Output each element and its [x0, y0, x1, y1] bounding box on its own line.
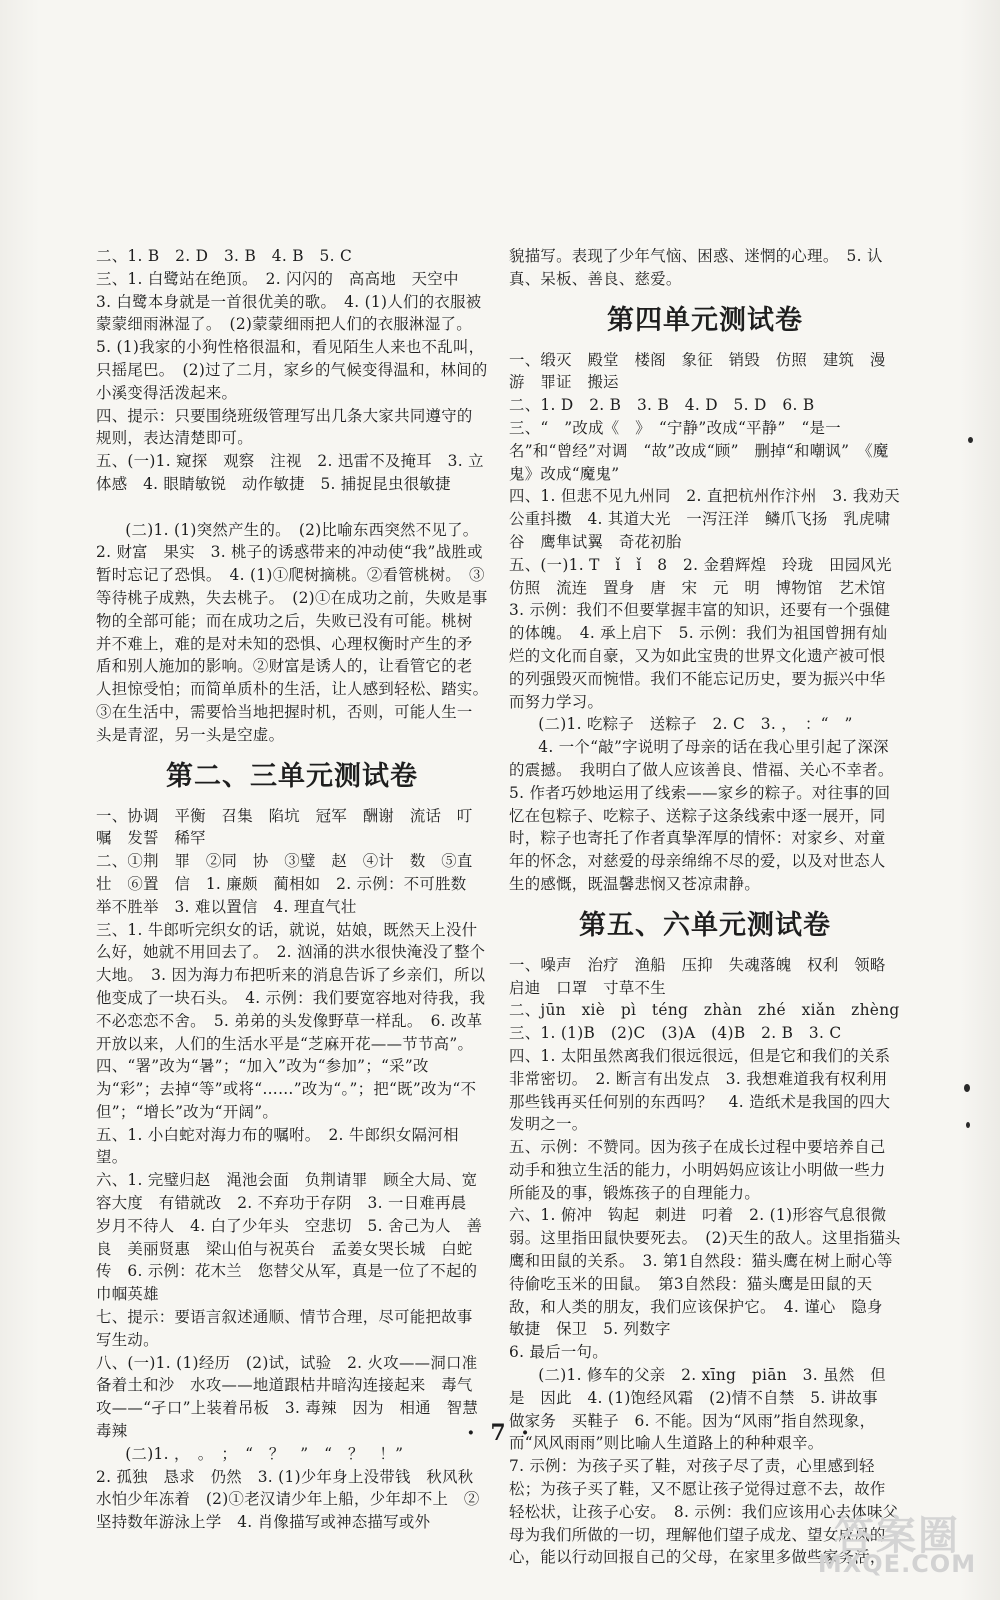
- left-column: [96, 245, 497, 1534]
- left-answer-paragraph: 七、提示：要语言叙述通顺、情节合理，尽可能把故事写生动。: [96, 1308, 473, 1349]
- watermark-url: MXQE.COM: [817, 1550, 977, 1578]
- section-title: 第四单元测试卷: [607, 304, 803, 336]
- left-answer-paragraph: 四、“署”改为“暑”；“加入”改为“参加”；“采”改为“彩”；去掉“等”或将“……”改为“。”；把“既”改为“不但”；“增长”改为“开阔”。: [96, 1057, 477, 1121]
- right-answer-paragraph: 三、1. (1)B (2)C (3)A (4)B 2. B 3. C: [509, 1024, 842, 1043]
- right-answer-paragraph: 五、(一)1. T ǐ ǐ 8 2. 金碧辉煌 玲珑 田园风光 仿照 流连 置身 唐 宋 元 明 博物馆 艺术馆 3. 示例：我们不但要掌握丰富的知识，还要有一个强健的体魄。 4. 承上启下 5. 示例：我们为祖国曾拥有灿烂的文化而自豪，又为如此宝贵的世界文化遗产被可恨的列强毁灭而惋惜。我们不能忘记历史，要为振兴中华而努力学习。: [509, 555, 908, 711]
- scan-speck: [964, 1084, 970, 1092]
- right-answer-paragraph: 4. 一个“敲”字说明了母亲的话在我心里引起了深深的震撼。 我明白了做人应该善良、惜福、关心不幸者。 5. 作者巧妙地运用了线索——家乡的粽子。对往事的回忆在包粽子、吃粽子、送粽子这条线索中逐一展开，同时，粽子也寄托了作者真挚浑厚的情怀：对家乡、对童年的怀念，对慈爱的母亲绵绵不尽的爱，以及对世态人生的感慨，既温馨悲悯又苍凉肃静。: [509, 738, 902, 893]
- left-answer-paragraph: 二、①荆 罪 ②同 协 ③璧 赵 ④计 数 ⑤直 壮 ⑥置 信 1. 廉颇 蔺相如 2. 示例：不可胜数 举不胜举 3. 难以置信 4. 理直气壮: [96, 852, 489, 916]
- left-answer-paragraph: 二、1. B 2. D 3. B 4. B 5. C: [96, 247, 353, 265]
- right-answer-paragraph: (二)1. 修车的父亲 2. xīng piān 3. 虽然 但是 因此 4. (1)饱经风霜 (2)情不自禁 5. 讲故事 做家务 买鞋子 6. 不能。因为“风雨”指自然现象，而“风风雨雨”则比喻人生道路上的种种艰辛。: [509, 1366, 894, 1453]
- left-answer-paragraph: (二)1. (1)突然产生的。 (2)比喻东西突然不见了。 2. 财富 果实 3. 桃子的诱惑带来的冲动使“我”战胜或暂时忘记了恐惧。 4. (1)①爬树摘桃。②看管桃树。 ③等待桃子成熟，失去桃子。 (2)①在成功之前，失败是事物的全部可能；而在成功之后，失败已没有可能。桃树并不难上，难的是对未知的恐惧、心理权衡时产生的矛盾和别人施加的影响。②财富是诱人的，让看管它的老人担惊受怕；而简单质朴的生活，让人感到轻松、踏实。 ③在生活中，需要恰当地把握时机，否则，可能人生一头是青涩，另一头是空虚。: [96, 520, 497, 744]
- left-answer-paragraph: 三、1. 白鹭站在绝顶。 2. 闪闪的 高高地 天空中 3. 白鹭本身就是一首很优美的歌。 4. (1)人们的衣服被蒙蒙细雨淋湿了。 (2)蒙蒙细雨把人们的衣服淋湿了。 5. (1)我家的小狗性格很温和，看见陌生人来也不乱叫，只摇尾巴。 (2)过了二月，家乡的气候变得温和，林间的小溪变得活泼起来。: [96, 269, 488, 402]
- right-answer-paragraph: 一、噪声 治疗 渔船 压抑 失魂落魄 权利 领略 启迪 口罩 寸草不生: [509, 955, 902, 997]
- page-number: · 7 ·: [467, 1420, 533, 1446]
- right-answer-paragraph: 貌描写。表现了少年气恼、困惑、迷惘的心理。 5. 认真、呆板、善良、慈爱。: [509, 247, 883, 288]
- section-title: 第五、六单元测试卷: [579, 909, 831, 941]
- left-answer-paragraph: 一、协调 平衡 召集 陷坑 冠军 酬谢 流话 叮嘱 发誓 稀罕: [96, 806, 473, 848]
- watermark-title: 答案圈: [834, 1513, 960, 1559]
- left-answer-paragraph: 三、1. 牛郎听完织女的话，就说，姑娘，既然天上没什么好，她就不用回去了。 2. 汹涌的洪水很快淹没了整个大地。 3. 因为海力布把听来的消息告诉了乡亲们，所以他变成了一块石头。 4. 示例：我们要宽容地对待我，我不必恋恋不舍。 5. 弟弟的头发像野草一样乱。 6. 改革开放以来，人们的生活水平是“芝麻开花——节节高”。: [96, 920, 486, 1053]
- left-answer-paragraph: 五、1. 小白蛇对海力布的嘱咐。 2. 牛郎织女隔河相望。: [96, 1125, 459, 1167]
- section-title: 第二、三单元测试卷: [166, 760, 418, 792]
- right-answer-paragraph: 四、1. 但悲不见九州同 2. 直把杭州作汴州 3. 我劝天公重抖擞 4. 其道大光 一泻汪洋 鳞爪飞扬 乳虎啸谷 鹰隼试翼 奇花初胎: [509, 487, 900, 551]
- right-answer-paragraph: 六、1. 俯冲 钩起 刺进 叼着 2. (1)形容气息很微弱。这里指田鼠快要死去。 (2)天生的敌人。这里指猫头鹰和田鼠的关系。 3. 第1自然段：猫头鹰在树上耐心等待偷吃玉米的田鼠。 第3自然段：猫头鹰是田鼠的天敌，和人类的朋友，我们应该保护它。 4. 谨心 隐身 敏捷 保卫 5. 列数字: [509, 1206, 901, 1339]
- left-answer-paragraph: 八、(一)1. (1)经历 (2)试，试验 2. 火攻——洞口准备着土和沙 水攻——地道跟枯井暗沟连接起来 毒气攻——“孑口”上装着吊板 3. 毒辣 因为 相通 智慧 毒辣: [96, 1353, 494, 1441]
- right-column: [509, 245, 908, 1569]
- right-answer-paragraph: 四、1. 太阳虽然离我们很远很远，但是它和我们的关系非常密切。 2. 断言有出发点 3. 我想难道我有权利用那些钱再买任何别的东西吗？ 4. 造纸术是我国的四大发明之一。: [509, 1046, 891, 1134]
- right-answer-paragraph: 五、示例：不赞同。因为孩子在成长过程中要培养自己动手和独立生活的能力，小明妈妈应该让小明做一些力所能及的事，锻炼孩子的自理能力。: [509, 1138, 886, 1202]
- left-answer-paragraph: 六、1. 完璧归赵 渑池会面 负荆请罪 顾全大局、宽容大度 有错就改 2. 不弃功于存阴 3. 一日难再晨 岁月不待人 4. 白了少年头 空悲切 5. 舍己为人 善良 美丽贤惠 梁山伯与祝英台 孟姜女哭长城 白蛇传 6. 示例：花木兰 您替父从军，真是一位了不起的巾帼英雄: [96, 1171, 483, 1304]
- right-answer-paragraph: 二、jūn xiè pì téng zhàn zhé xiǎn zhèng: [509, 1001, 900, 1020]
- left-answer-paragraph: (二)1. ， 。 ； “ ？ ” “ ？ ！”: [125, 1444, 404, 1463]
- scan-speck: [966, 1122, 970, 1128]
- right-answer-paragraph: 二、1. D 2. B 3. B 4. D 5. D 6. B: [509, 396, 815, 415]
- right-answer-paragraph: 6. 最后一句。: [509, 1343, 608, 1362]
- left-answer-paragraph: 四、提示：只要围绕班级管理写出几条大家共同遵守的规则，表达清楚即可。: [96, 406, 473, 448]
- left-answer-paragraph: 2. 孤独 恳求 仍然 3. (1)少年身上没带钱 秋风秋水怕少年冻着 (2)①老汉请少年上船，少年却不上 ②坚持数年游泳上学 4. 肖像描写或神态描写或外: [96, 1467, 480, 1532]
- right-answer-paragraph: 三、“ ”改成《 》 “宁静”改成“平静” “是一名”和“曾经”对调 “故”改成“顾” 删掉“和嘲讽” 《魔鬼》改成“魔鬼”: [509, 418, 889, 483]
- right-answer-paragraph: 一、缎灭 殿堂 楼阁 象征 销毁 仿照 建筑 漫游 罪证 搬运: [509, 350, 886, 392]
- scan-speck: [968, 437, 973, 443]
- watermark-logo: [812, 1504, 982, 1582]
- right-answer-paragraph: (二)1. 吃粽子 送粽子 2. C 3. ， ：“ ”: [538, 715, 853, 734]
- left-answer-paragraph: 五、(一)1. 窥探 观察 注视 2. 迅雷不及掩耳 3. 立体感 4. 眼睛敏锐 动作敏捷 5. 捕捉昆虫很敏捷: [96, 452, 484, 493]
- right-answer-paragraph: 7. 示例：为孩子买了鞋，对孩子尽了责，心里感到轻松；为孩子买了鞋，又不愿让孩子觉得过意不去，故作轻松状，让孩子心安。 8. 示例：我们应该用心去体味父母为我们所做的一切，理解他们望子成龙、望女成凤的心，能以行动回报自己的父母，在家里多做些家务活，: [509, 1457, 899, 1567]
- spacer: [96, 496, 488, 519]
